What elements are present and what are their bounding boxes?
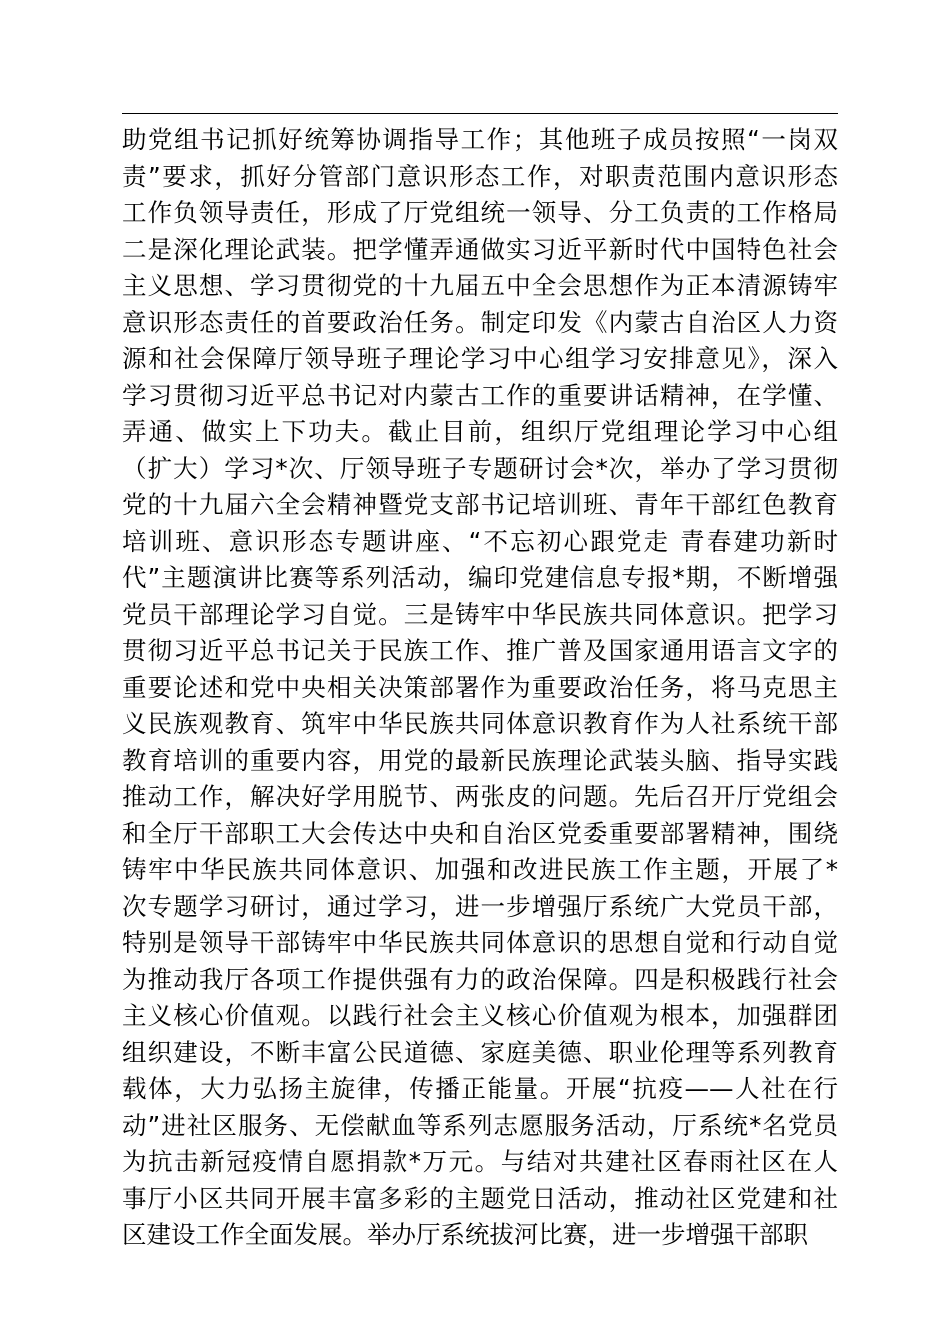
text-line: 贯彻习近平总书记关于民族工作、推广普及国家通用语言文字的 xyxy=(122,636,838,665)
text-line: 责”要求，抓好分管部门意识形态工作，对职责范围内意识形态 xyxy=(122,161,838,191)
text-line: 载体，大力弘扬主旋律，传播正能量。开展“抗疫——人社在行 xyxy=(122,1074,838,1103)
text-line: 意识形态责任的首要政治任务。制定印发《内蒙古自治区人力资 xyxy=(122,307,838,337)
text-line: 主义核心价值观。以践行社会主义核心价值观为根本，加强群团 xyxy=(122,1001,838,1030)
text-line: 和全厅干部职工大会传达中央和自治区党委重要部署精神，围绕 xyxy=(122,818,838,848)
body-paragraph xyxy=(122,122,838,1254)
text-line: 二是深化理论武装。把学懂弄通做实习近平新时代中国特色社会 xyxy=(122,234,838,264)
text-line: 事厅小区共同开展丰富多彩的主题党日活动，推动社区党建和社 xyxy=(122,1183,838,1213)
text-line: 义民族观教育、筑牢中华民族共同体意识教育作为人社系统干部 xyxy=(122,709,838,738)
text-line: 铸牢中华民族共同体意识、加强和改进民族工作主题，开展了* xyxy=(122,855,838,884)
text-line: 次专题学习研讨，通过学习，进一步增强厅系统广大党员干部， xyxy=(122,891,838,921)
text-line: 动”进社区服务、无偿献血等系列志愿服务活动，厅系统*名党员 xyxy=(122,1110,838,1140)
text-line: 特别是领导干部铸牢中华民族共同体意识的思想自觉和行动自觉 xyxy=(122,928,838,957)
text-line: 学习贯彻习近平总书记对内蒙古工作的重要讲话精神，在学懂、 xyxy=(122,380,838,410)
text-line: 为推动我厅各项工作提供强有力的政治保障。四是积极践行社会 xyxy=(122,964,838,994)
text-line: 为抗击新冠疫情自愿捐款*万元。与结对共建社区春雨社区在人 xyxy=(122,1147,838,1176)
text-line: 源和社会保障厅领导班子理论学习中心组学习安排意见》，深入 xyxy=(122,344,838,373)
text-line: 培训班、意识形态专题讲座、“不忘初心跟党走 青春建功新时 xyxy=(122,526,838,556)
header-divider xyxy=(122,113,838,114)
text-line: 组织建设，不断丰富公民道德、家庭美德、职业伦理等系列教育 xyxy=(122,1037,838,1067)
text-line: 推动工作，解决好学用脱节、两张皮的问题。先后召开厅党组会 xyxy=(122,782,838,811)
text-line: 区建设工作全面发展。举办厅系统拔河比赛，进一步增强干部职 xyxy=(122,1220,808,1249)
text-line: 教育培训的重要内容，用党的最新民族理论武装头脑、指导实践 xyxy=(122,745,838,775)
text-line: 重要论述和党中央相关决策部署作为重要政治任务，将马克思主 xyxy=(122,672,838,702)
text-line: 代”主题演讲比赛等系列活动，编印党建信息专报*期，不断增强 xyxy=(122,563,838,592)
text-line: （扩大）学习*次、厅领导班子专题研讨会*次，举办了学习贯彻 xyxy=(122,453,838,483)
text-line: 党的十九届六全会精神暨党支部书记培训班、青年干部红色教育 xyxy=(122,490,838,519)
text-line: 工作负领导责任，形成了厅党组统一领导、分工负责的工作格局 xyxy=(122,198,838,227)
text-line: 主义思想、学习贯彻党的十九届五中全会思想作为正本清源铸牢 xyxy=(122,271,838,300)
text-line: 党员干部理论学习自觉。三是铸牢中华民族共同体意识。把学习 xyxy=(122,599,838,629)
text-line: 弄通、做实上下功夫。截止目前，组织厅党组理论学习中心组 xyxy=(122,417,838,446)
text-line: 助党组书记抓好统筹协调指导工作；其他班子成员按照“一岗双 xyxy=(122,125,838,154)
